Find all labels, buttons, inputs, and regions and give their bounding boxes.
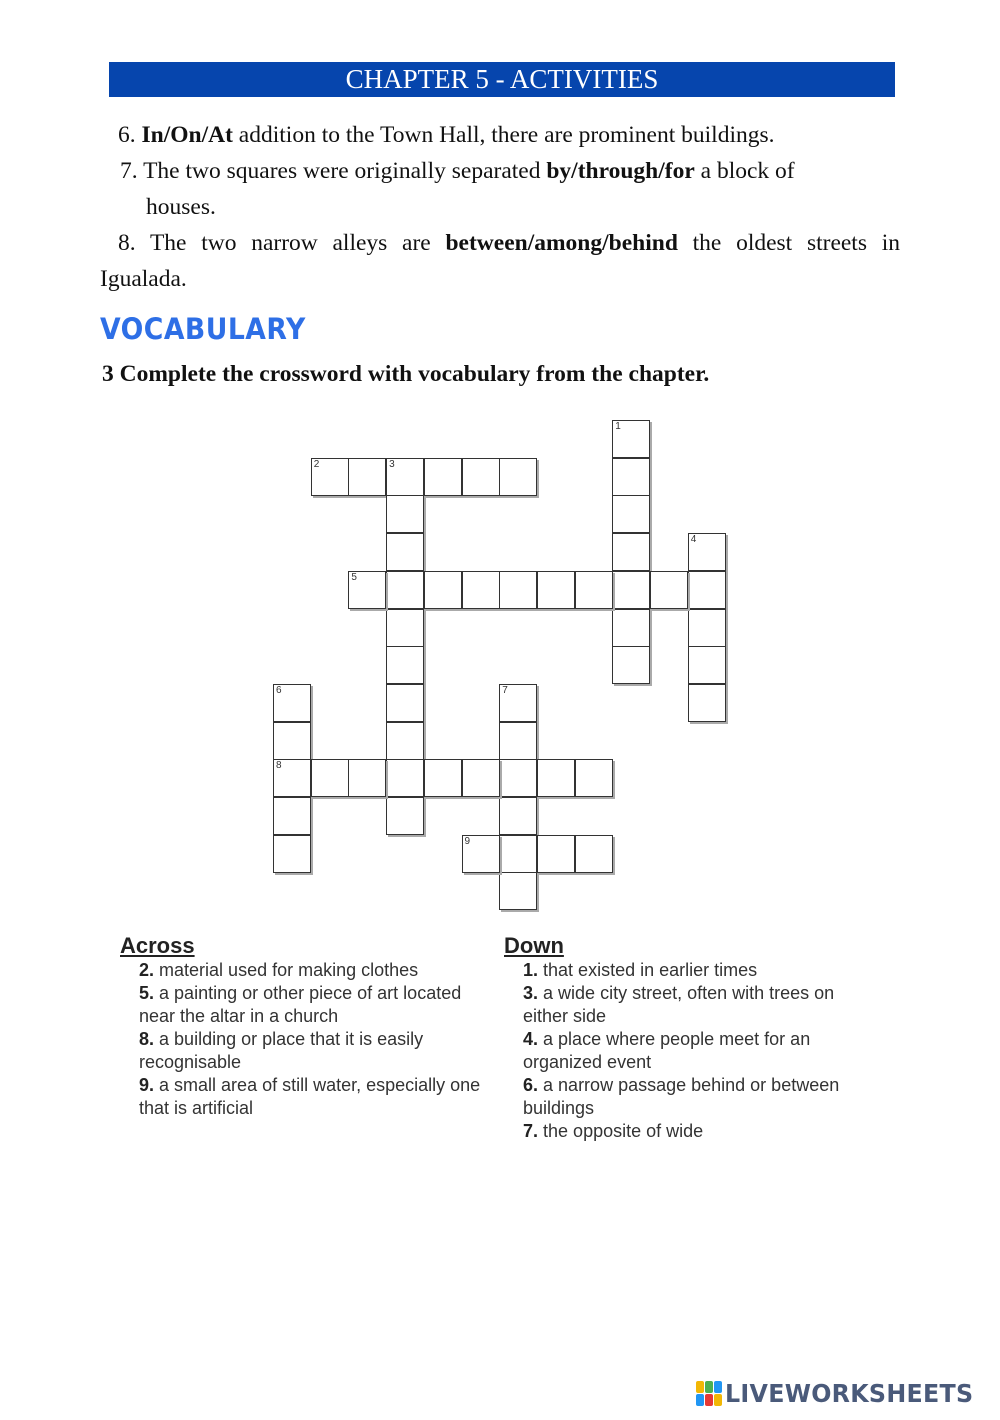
- clue-item: 2. material used for making clothes: [139, 960, 419, 980]
- crossword-grid: [260, 410, 760, 920]
- crossword-cell[interactable]: [499, 722, 537, 760]
- crossword-cell[interactable]: [499, 458, 537, 496]
- clue-item: 6. a narrow passage behind or between buildings: [523, 1075, 840, 1118]
- crossword-clue-number: 4: [690, 534, 697, 546]
- sentence-8: 8. The two narrow alleys are between/among/behind the oldest streets in Igualada.: [100, 230, 900, 292]
- crossword-cell[interactable]: [537, 571, 575, 609]
- crossword-cell[interactable]: [386, 609, 424, 647]
- crossword-cell[interactable]: [462, 835, 500, 873]
- crossword-cell[interactable]: [386, 571, 424, 609]
- vocabulary-heading: VOCABULARY: [100, 312, 306, 346]
- crossword-cell[interactable]: [688, 646, 726, 684]
- crossword-cell[interactable]: [612, 571, 650, 609]
- crossword-cell[interactable]: [386, 495, 424, 533]
- sentence-6-options: In/On/At: [141, 122, 233, 148]
- crossword-clue-number: 9: [464, 835, 471, 847]
- exercise-instruction: 3 Complete the crossword with vocabulary from the chapter.: [102, 361, 710, 387]
- crossword-cell[interactable]: [386, 533, 424, 571]
- crossword-cell[interactable]: [688, 533, 726, 571]
- across-clues: [120, 934, 500, 1120]
- crossword-cell[interactable]: [273, 684, 311, 722]
- crossword-cell[interactable]: [499, 872, 537, 910]
- down-heading: Down: [504, 933, 564, 958]
- clue-item: 5. a painting or other piece of art located near the altar in a church: [139, 983, 462, 1026]
- clue-item: 9. a small area of still water, especially one that is artificial: [139, 1075, 481, 1118]
- crossword-cell[interactable]: [424, 458, 462, 496]
- crossword-cell[interactable]: [499, 684, 537, 722]
- crossword-cell[interactable]: [537, 835, 575, 873]
- down-clues: [504, 934, 884, 1143]
- sentence-7-options: by/through/for: [546, 158, 695, 184]
- sentence-7-continuation: houses.: [146, 194, 216, 220]
- crossword-cell[interactable]: [348, 458, 386, 496]
- clue-item: 7. the opposite of wide: [523, 1121, 704, 1141]
- crossword-cell[interactable]: [273, 759, 311, 797]
- crossword-clue-number: 6: [276, 684, 282, 696]
- crossword-cell[interactable]: [462, 759, 500, 797]
- crossword-cell[interactable]: [273, 797, 311, 835]
- chapter-title-bar: [109, 62, 895, 97]
- liveworksheets-logo-icon: [696, 1380, 722, 1406]
- crossword-cell[interactable]: [386, 646, 424, 684]
- crossword-cell[interactable]: [499, 835, 537, 873]
- crossword-cell[interactable]: [688, 609, 726, 647]
- crossword-cell[interactable]: [424, 759, 462, 797]
- crossword-clue-number: 3: [389, 458, 395, 470]
- crossword-clue-number: 2: [313, 458, 320, 470]
- crossword-cell[interactable]: [273, 722, 311, 760]
- crossword-cell[interactable]: [424, 571, 462, 609]
- crossword-cell[interactable]: [688, 571, 726, 609]
- crossword-cell[interactable]: [612, 458, 650, 496]
- crossword-cell[interactable]: [575, 571, 613, 609]
- crossword-cell[interactable]: [311, 458, 349, 496]
- crossword-cell[interactable]: [612, 609, 650, 647]
- crossword-clue-number: 1: [615, 421, 621, 432]
- sentence-7: 7. The two squares were originally separated by/through/for a block of: [120, 158, 795, 184]
- crossword-cell[interactable]: [612, 495, 650, 533]
- crossword-cell[interactable]: [386, 458, 424, 496]
- crossword-clue-number: 5: [351, 571, 357, 583]
- crossword-cell[interactable]: [537, 759, 575, 797]
- crossword-cell[interactable]: [462, 458, 500, 496]
- brand-text: LIVEWORKSHEETS: [724, 1378, 973, 1408]
- sentence-8-options: between/among/behind: [445, 230, 678, 256]
- crossword-cell[interactable]: [386, 759, 424, 797]
- crossword-cell[interactable]: [575, 759, 613, 797]
- crossword-cell[interactable]: [386, 797, 424, 835]
- crossword-cell[interactable]: [386, 684, 424, 722]
- crossword-cell[interactable]: [348, 759, 386, 797]
- crossword-cell[interactable]: [499, 571, 537, 609]
- crossword-cell[interactable]: [650, 571, 688, 609]
- crossword-cell[interactable]: [612, 646, 650, 684]
- crossword-cell[interactable]: [612, 420, 650, 458]
- crossword-cell[interactable]: [462, 571, 500, 609]
- chapter-title: CHAPTER 5 - ACTIVITIES: [345, 64, 659, 94]
- crossword-clue-number: 8: [276, 760, 282, 772]
- crossword-cell[interactable]: [311, 759, 349, 797]
- across-heading: Across: [120, 933, 195, 958]
- crossword-cell[interactable]: [386, 722, 424, 760]
- crossword-cell[interactable]: [499, 797, 537, 835]
- crossword-clue-number: 7: [502, 684, 508, 696]
- crossword-cell[interactable]: [273, 835, 311, 873]
- crossword-cell[interactable]: [612, 533, 650, 571]
- clue-item: 8. a building or place that it is easily recognisable: [139, 1029, 424, 1072]
- clue-item: 1. that existed in earlier times: [523, 960, 758, 980]
- clue-item: 4. a place where people meet for an organized event: [523, 1029, 811, 1072]
- liveworksheets-brand: [696, 1378, 986, 1408]
- crossword-cell[interactable]: [575, 835, 613, 873]
- crossword-cell[interactable]: [348, 571, 386, 609]
- clue-item: 3. a wide city street, often with trees on either side: [523, 983, 835, 1026]
- crossword-cell[interactable]: [688, 684, 726, 722]
- sentence-6: 6. In/On/At addition to the Town Hall, there are prominent buildings.: [118, 122, 775, 148]
- crossword-cell[interactable]: [499, 759, 537, 797]
